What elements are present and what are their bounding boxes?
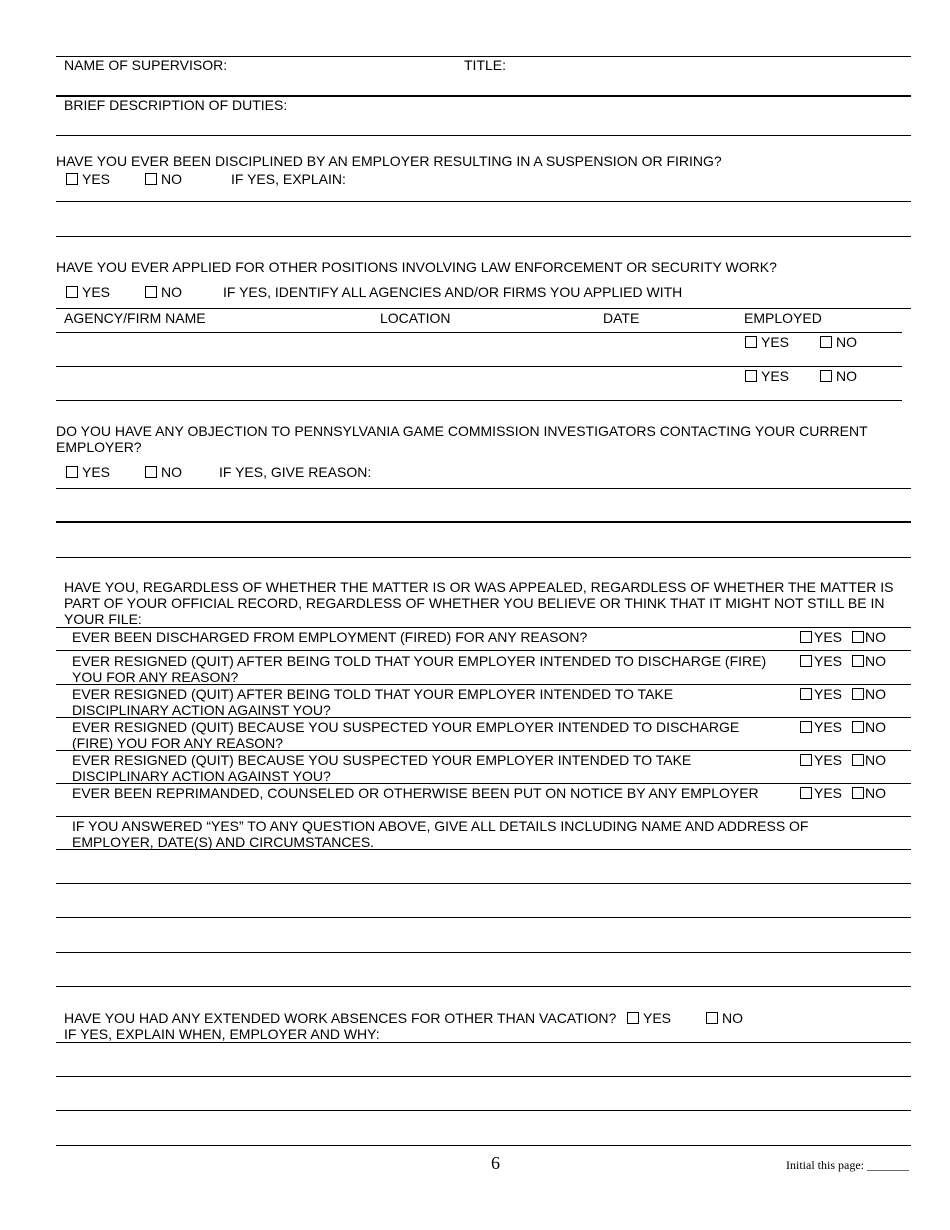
discharge-q4-rule xyxy=(56,750,911,751)
discharge-q4-text: EVER RESIGNED (QUIT) BECAUSE YOU SUSPECTED YOUR EMPLOYER INTENDED TO DISCHARGE (FIRE) YOU FOR ANY REASON? xyxy=(72,719,740,751)
discharge-q6-text: EVER BEEN REPRIMANDED, COUNSELED OR OTHERWISE BEEN PUT ON NOTICE BY ANY EMPLOYER xyxy=(72,785,759,801)
col-location-header: LOCATION xyxy=(380,310,451,326)
checkbox-icon[interactable] xyxy=(852,688,864,700)
discharge-q1-rule xyxy=(56,650,911,651)
applied-yes-option[interactable]: YES xyxy=(66,284,110,300)
checkbox-icon[interactable] xyxy=(852,721,864,733)
objection-reason-line-2[interactable] xyxy=(56,521,911,523)
disciplined-question: HAVE YOU EVER BEEN DISCIPLINED BY AN EMPLOYER RESULTING IN A SUSPENSION OR FIRING? xyxy=(56,153,722,169)
supervisor-title-label: TITLE: xyxy=(464,57,507,73)
applied-no-option[interactable]: NO xyxy=(145,284,182,300)
supervisor-name-label: NAME OF SUPERVISOR: xyxy=(64,57,228,73)
checkbox-icon[interactable] xyxy=(820,336,832,348)
absences-yes-option[interactable]: YES xyxy=(627,1010,671,1026)
details-line-1[interactable] xyxy=(56,849,911,850)
applied-table-top xyxy=(56,308,911,309)
checkbox-icon[interactable] xyxy=(145,286,157,298)
absences-line-1[interactable] xyxy=(56,1042,911,1043)
objection-reason-line-3[interactable] xyxy=(56,557,911,558)
absences-line-3[interactable] xyxy=(56,1110,911,1111)
checkbox-icon[interactable] xyxy=(745,336,757,348)
discharge-q3-no-option[interactable]: NO xyxy=(852,686,886,702)
discharge-q5-text: EVER RESIGNED (QUIT) BECAUSE YOU SUSPECTED YOUR EMPLOYER INTENDED TO TAKE DISCIPLINARY ACTION AGAINST YOU? xyxy=(72,752,692,784)
checkbox-icon[interactable] xyxy=(745,370,757,382)
agency-row-1-yes-option[interactable]: YES xyxy=(745,334,789,350)
details-line-4[interactable] xyxy=(56,952,911,953)
discharge-q3-yes-option[interactable]: YES xyxy=(800,686,842,702)
duties-label: BRIEF DESCRIPTION OF DUTIES: xyxy=(64,97,288,113)
page-number: 6 xyxy=(491,1153,500,1173)
discharge-q3-text: EVER RESIGNED (QUIT) AFTER BEING TOLD THAT YOUR EMPLOYER INTENDED TO TAKE DISCIPLINARY ACTION AGAINST YOU? xyxy=(72,686,674,718)
checkbox-icon[interactable] xyxy=(800,787,812,799)
absences-line-4[interactable] xyxy=(56,1145,911,1146)
checkbox-icon[interactable] xyxy=(800,655,812,667)
absences-explain-label: IF YES, EXPLAIN WHEN, EMPLOYER AND WHY: xyxy=(64,1026,380,1042)
disciplined-explain-line-1[interactable] xyxy=(56,201,911,202)
objection-question: DO YOU HAVE ANY OBJECTION TO PENNSYLVANIA GAME COMMISSION INVESTIGATORS CONTACTING YOUR CURRENT EMPLOYER? xyxy=(56,423,868,455)
disciplined-explain-line-2[interactable] xyxy=(56,236,911,237)
checkbox-icon[interactable] xyxy=(852,655,864,667)
col-employed-header: EMPLOYED xyxy=(744,310,822,326)
discharge-q2-no-option[interactable]: NO xyxy=(852,653,886,669)
discharge-q5-no-option[interactable]: NO xyxy=(852,752,886,768)
discharge-table-top xyxy=(56,627,911,628)
col-agency-header: AGENCY/FIRM NAME xyxy=(64,310,206,326)
absences-no-option[interactable]: NO xyxy=(706,1010,743,1026)
discharge-q1-yes-option[interactable]: YES xyxy=(800,629,842,645)
checkbox-icon[interactable] xyxy=(66,286,78,298)
discharge-q6-yes-option[interactable]: YES xyxy=(800,785,842,801)
discharge-q1-text: EVER BEEN DISCHARGED FROM EMPLOYMENT (FIRED) FOR ANY REASON? xyxy=(72,629,588,645)
discharge-q6-rule xyxy=(56,816,911,817)
checkbox-icon[interactable] xyxy=(800,631,812,643)
checkbox-icon[interactable] xyxy=(852,754,864,766)
checkbox-icon[interactable] xyxy=(706,1012,718,1024)
checkbox-icon[interactable] xyxy=(800,721,812,733)
agency-row-1-line[interactable] xyxy=(56,366,902,367)
discharge-q6-no-option[interactable]: NO xyxy=(852,785,886,801)
details-line-2[interactable] xyxy=(56,883,911,884)
agency-row-2-line[interactable] xyxy=(56,400,902,401)
duties-field[interactable] xyxy=(56,135,911,136)
objection-reason-line-1[interactable] xyxy=(56,488,911,489)
applied-identify-label: IF YES, IDENTIFY ALL AGENCIES AND/OR FIRMS YOU APPLIED WITH xyxy=(223,284,683,300)
checkbox-icon[interactable] xyxy=(852,787,864,799)
agency-row-2-yes-option[interactable]: YES xyxy=(745,368,789,384)
objection-no-option[interactable]: NO xyxy=(145,464,182,480)
checkbox-icon[interactable] xyxy=(66,173,78,185)
discharge-q5-rule xyxy=(56,783,911,784)
checkbox-icon[interactable] xyxy=(820,370,832,382)
discharge-q2-rule xyxy=(56,684,911,685)
details-line-5[interactable] xyxy=(56,986,911,987)
discharge-q4-yes-option[interactable]: YES xyxy=(800,719,842,735)
discharge-q5-yes-option[interactable]: YES xyxy=(800,752,842,768)
checkbox-icon[interactable] xyxy=(66,466,78,478)
objection-yes-option[interactable]: YES xyxy=(66,464,110,480)
checkbox-icon[interactable] xyxy=(627,1012,639,1024)
discharge-q2-text: EVER RESIGNED (QUIT) AFTER BEING TOLD THAT YOUR EMPLOYER INTENDED TO DISCHARGE (FIRE) YOU FOR ANY REASON? xyxy=(72,653,767,685)
discharge-q3-rule xyxy=(56,717,911,718)
checkbox-icon[interactable] xyxy=(145,466,157,478)
checkbox-icon[interactable] xyxy=(800,688,812,700)
agency-row-1-no-option[interactable]: NO xyxy=(820,334,857,350)
objection-reason-label: IF YES, GIVE REASON: xyxy=(219,464,372,480)
disciplined-explain-label: IF YES, EXPLAIN: xyxy=(231,171,346,187)
applied-question: HAVE YOU EVER APPLIED FOR OTHER POSITIONS INVOLVING LAW ENFORCEMENT OR SECURITY WORK? xyxy=(56,259,777,275)
details-line-3[interactable] xyxy=(56,917,911,918)
initial-this-page-field[interactable]: Initial this page: _______ xyxy=(786,1158,909,1172)
absences-question: HAVE YOU HAD ANY EXTENDED WORK ABSENCES FOR OTHER THAN VACATION? xyxy=(64,1010,617,1026)
agency-row-2-no-option[interactable]: NO xyxy=(820,368,857,384)
discharge-q4-no-option[interactable]: NO xyxy=(852,719,886,735)
applied-header-rule xyxy=(56,332,902,333)
absences-line-2[interactable] xyxy=(56,1076,911,1077)
col-date-header: DATE xyxy=(603,310,640,326)
discharge-q2-yes-option[interactable]: YES xyxy=(800,653,842,669)
discharge-q1-no-option[interactable]: NO xyxy=(852,629,886,645)
disciplined-yes-option[interactable]: YES xyxy=(66,171,110,187)
checkbox-icon[interactable] xyxy=(852,631,864,643)
discharge-details-label: IF YOU ANSWERED “YES” TO ANY QUESTION ABOVE, GIVE ALL DETAILS INCLUDING NAME AND ADDRESS OF EMPLOYER, DATE(S) AND CIRCUMSTANCES. xyxy=(72,818,809,850)
discharge-intro: HAVE YOU, REGARDLESS OF WHETHER THE MATTER IS OR WAS APPEALED, REGARDLESS OF WHETHER THE MATTER IS PART OF YOUR OFFICIAL RECORD, REGARDLESS OF WHETHER YOU BELIEVE OR THINK THAT IT MIGHT NOT STILL BE IN YOUR FILE: xyxy=(64,579,894,627)
checkbox-icon[interactable] xyxy=(145,173,157,185)
checkbox-icon[interactable] xyxy=(800,754,812,766)
disciplined-no-option[interactable]: NO xyxy=(145,171,182,187)
